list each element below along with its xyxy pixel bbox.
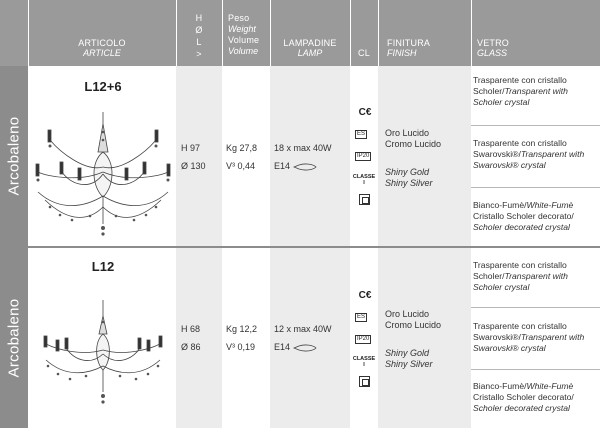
glass-it: Trasparente con cristallo Scholer/ [473, 260, 567, 281]
header-corner [0, 0, 28, 66]
finish-it-2: Cromo Lucido [385, 139, 442, 149]
ce-mark-icon: C€ [358, 290, 372, 301]
glass-en: White-Fumè [526, 381, 574, 391]
series-name: Arcobaleno [5, 298, 23, 378]
chandelier-image [30, 112, 176, 242]
weight-label-en: Weight [228, 24, 256, 34]
candle-bulb-icon [293, 163, 317, 171]
header-article [28, 0, 176, 66]
lamp-value: 12 x max 40W [274, 324, 332, 334]
model-name: L12 [91, 259, 115, 274]
header-glass [471, 0, 600, 66]
finish-en-2: Shiny Silver [385, 178, 433, 188]
glass-option-3 [473, 200, 598, 233]
glass-en: White-Fumè [526, 200, 574, 210]
es-mark-icon: ES [357, 314, 366, 320]
glass-it: Trasparente con cristallo Scholer/ [473, 75, 567, 96]
model-name: L12+6 [84, 79, 122, 94]
finish-it-2: Cromo Lucido [385, 320, 442, 330]
glass-it-2: Cristallo Scholer decorato/ [473, 392, 574, 402]
glass-en: Transparent with Scholer crystal [473, 86, 568, 107]
series-label-row-1 [0, 66, 28, 246]
socket-row [274, 161, 317, 172]
volume-number: 0,44 [237, 161, 256, 171]
finish-it-1: Oro Lucido [385, 309, 430, 319]
header-cl [350, 0, 378, 66]
socket-row [274, 342, 317, 353]
volume-label-en: Volume [228, 46, 259, 56]
glass-it: Trasparente con cristallo Swarovski®/ [473, 321, 567, 342]
volume-symbol: V³ [226, 161, 235, 171]
glass-label: VETRO [477, 38, 510, 48]
series-label-row-2 [0, 248, 28, 428]
es-mark-icon: ES [357, 131, 366, 137]
volume-value [226, 342, 255, 353]
ce-mark-icon: C€ [358, 107, 372, 118]
dim-height-label: H [195, 13, 203, 23]
article-label-en: ARTICLE [83, 48, 121, 58]
glass-en-2: Scholer decorated crystal [473, 222, 570, 232]
finish-en-2: Shiny Silver [385, 359, 433, 369]
glass-divider [471, 187, 600, 188]
volume-symbol: V³ [226, 342, 235, 352]
glass-divider [471, 307, 600, 308]
lamp-value: 18 x max 40W [274, 143, 332, 153]
glass-it: Bianco-Fumè/ [473, 200, 527, 210]
glass-option-2 [473, 321, 598, 354]
glass-option-1 [473, 75, 598, 108]
article-label: ARTICOLO [78, 38, 126, 48]
diameter-value: Ø 130 [181, 161, 206, 171]
weight-value: Kg 12,2 [226, 324, 258, 334]
finish-label-en: FINISH [387, 48, 417, 58]
lamp-label: LAMPADINE [283, 38, 337, 48]
glass-en: Transparent with Swarovski® crystal [473, 332, 585, 353]
weight-label: Peso [228, 13, 250, 23]
volume-value [226, 161, 255, 172]
glass-label-en: GLASS [477, 48, 508, 58]
glass-en: Transparent with Swarovski® crystal [473, 149, 585, 170]
diameter-value: Ø 86 [181, 342, 201, 352]
finish-en-1: Shiny Gold [385, 167, 430, 177]
ip20-badge: IP20 [357, 153, 370, 159]
finish-en-1: Shiny Gold [385, 348, 430, 358]
header-lamp [270, 0, 350, 66]
glass-it: Bianco-Fumè/ [473, 381, 527, 391]
class-one-label: CLASSE I [352, 174, 376, 186]
glass-option-1 [473, 260, 598, 293]
height-value: H 68 [181, 324, 201, 334]
header-finish [378, 0, 471, 66]
header-weight [222, 0, 270, 66]
row-divider [0, 246, 600, 248]
glass-it: Trasparente con cristallo Swarovski®/ [473, 138, 567, 159]
glass-en-2: Scholer decorated crystal [473, 403, 570, 413]
glass-it-2: Cristallo Scholer decorato/ [473, 211, 574, 221]
volume-label: Volume [228, 35, 260, 45]
dim-length-label: L [196, 37, 202, 47]
height-value: H 97 [181, 143, 201, 153]
class-two-icon [359, 376, 370, 387]
socket-value: E14 [274, 161, 291, 171]
header-dimensions [176, 0, 222, 66]
series-name: Arcobaleno [5, 116, 23, 196]
weight-value: Kg 27,8 [226, 143, 258, 153]
class-two-icon [359, 194, 370, 205]
glass-divider [471, 369, 600, 370]
dim-diameter-label: Ø [195, 25, 203, 35]
glass-divider [471, 125, 600, 126]
cl-label: CL [358, 48, 370, 58]
class-one-label: CLASSE I [352, 356, 376, 368]
glass-option-2 [473, 138, 598, 171]
glass-en: Transparent with Scholer crystal [473, 271, 568, 292]
dim-arrow-label: > [196, 49, 202, 59]
socket-value: E14 [274, 342, 291, 352]
lamp-label-en: LAMP [297, 48, 323, 58]
volume-number: 0,19 [237, 342, 256, 352]
candle-bulb-icon [293, 344, 317, 352]
chandelier-image [38, 300, 168, 410]
finish-label: FINITURA [387, 38, 431, 48]
finish-it-1: Oro Lucido [385, 128, 430, 138]
glass-option-3 [473, 381, 598, 414]
ip20-badge: IP20 [357, 336, 370, 342]
